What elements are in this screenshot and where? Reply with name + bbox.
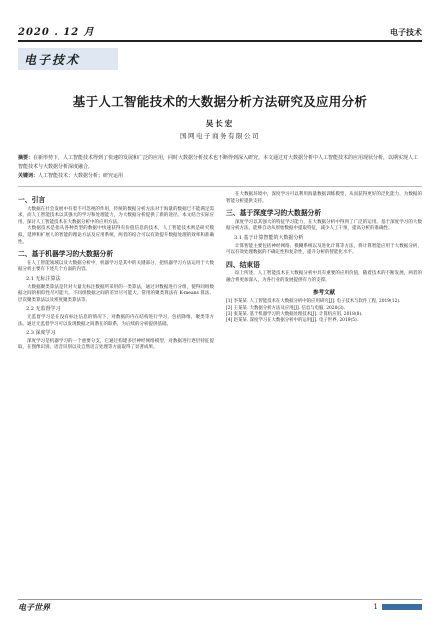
issue-date: 2020 . 12 月: [18, 27, 95, 38]
paragraph: 无监督学习是在没有标注信息的情况下，对数据的内在结构进行学习，包括降维、聚类等方法。通过无监督学习可以发现数据之间潜在的联系，为后续的分析提供基础。: [18, 314, 214, 327]
right-column: [226, 192, 422, 325]
column-label-box: [18, 48, 118, 70]
column-name: 电子技术: [390, 27, 422, 37]
paragraph: 在大数据环境中，深度学习可以利用海量数据训练模型，从而获得更好的泛化能力，为数据的智能分析提供支持。: [226, 192, 422, 204]
reference-item: [3] 张某某. 基于机器学习的大数据处理技术[J]. 计算机应用, 2018(8).: [226, 311, 363, 317]
subsection-heading: 2.1 无标注算法: [26, 275, 61, 282]
author-affiliation: 国网电子商务有限公司: [180, 132, 260, 140]
page-number: 1: [373, 603, 378, 611]
subsection-heading: 3.1 基于计算智能的大数据分析: [234, 234, 304, 241]
abstract-text: 在新形势下，人工智能技术得到了快速的发展和广泛的应用，同时大数据分析技术也不断得到深入研究。本文通过对大数据分析中人工智能技术的应用现状分析，以期实现人工智能技术与大数据分析深度融合。: [18, 155, 419, 170]
section-heading: 四、结束语: [226, 260, 260, 269]
article-title: 基于人工智能技术的大数据分析方法研究及应用分析: [72, 94, 368, 109]
footer-accent-bar: [382, 604, 422, 610]
abstract-rule: [18, 186, 422, 187]
left-column: [18, 192, 214, 352]
author-name: 吴长宏: [205, 119, 235, 128]
abstract-label: 摘要：: [18, 155, 34, 161]
paragraph: 大数据在社会发展中有着不可忽视的作用，传统的数据分析方法对于海量的数据已不能满足需求，而人工智能技术以其强大的学习和处理能力，为大数据分析提供了新的途径。本文结合实际应用，探讨人工智能技术在大数据分析中的应用方法。: [18, 206, 214, 225]
header-rule: [18, 40, 422, 42]
page-header: [18, 22, 422, 38]
reference-item: [2] 王某某. 大数据分析方法及应用[J]. 信息与电脑, 2020(3).: [226, 305, 345, 311]
paragraph: 深度学习是机器学习的一个重要分支，它通过构建多层神经网络模型，对数据进行逐层特征提取，在图像识别、语音识别以及自然语言处理等方面取得了显著成果。: [18, 338, 214, 351]
references-title: 参考文献: [312, 289, 335, 296]
page-footer: [18, 600, 422, 614]
magazine-name: 电子世界: [18, 601, 50, 612]
section-heading: 一、引言: [18, 196, 46, 204]
footer-right: [374, 603, 422, 611]
section-heading: 三、基于深度学习的大数据分析: [226, 209, 322, 218]
paragraph: 深度学习以其强大的特征学习能力，在大数据分析中得到了广泛的运用。基于深度学习的大数据分析方法，能够自动从原始数据中提取特征，减少人工干预，提高分析的准确性。: [226, 219, 422, 232]
paragraph: 大数据技术是指从各种类型的数据中快速获得有价值信息的技术，人工智能技术则是研究模拟、延伸和扩展人的智能的理论方法及应用系统，两者的结合可以有效提升数据处理的效率和准确性。: [18, 226, 214, 245]
subsection-heading: 2.2 无监督学习: [26, 306, 61, 313]
reference-item: [1] 李某某. 人工智能技术在大数据分析中的应用研究[J]. 电子技术与软件工程, 2019(12).: [226, 299, 401, 305]
subsection-heading: 2.3 深度学习: [26, 330, 56, 337]
paragraph: 大数据聚类算法是针对大量无标注数据所采用的一类算法，通过对数据进行分组，使得同组数据之间的相似性尽可能大，不同组数据之间的差异尽可能大。常用的聚类算法有 K-means 算法、层次聚类算法以及密度聚类算法等。: [18, 284, 214, 303]
abstract: [18, 154, 422, 172]
keywords: [18, 172, 422, 181]
paragraph: 在人工智能领域以及大数据分析中，机器学习是其中的关键部分，把机器学习方法运用于大数据分析主要有下述几个方面的内容。: [18, 260, 214, 273]
column-label: 电子技术: [24, 52, 81, 67]
section-heading: 二、基于机器学习的大数据分析: [18, 250, 114, 259]
keywords-label: 关键词：: [18, 173, 39, 179]
paragraph: 计算智能主要包括神经网络、模糊系统以及进化计算等方法，将计算智能应用于大数据分析，可以有效处理数据的不确定性和复杂性，提升分析的智能化水平。: [226, 243, 422, 256]
keywords-text: 人工智能技术；大数据分析；研究运用: [38, 173, 124, 179]
reference-item: [4] 赵某某. 深度学习在大数据分析中的运用[J]. 电子世界, 2019(5).: [226, 318, 359, 324]
paragraph: 综上所述，人工智能技术在大数据分析中具有重要的应用价值，随着技术的不断发展，两者的融合将更加深入，为各行业的发展提供有力的支撑。: [226, 271, 422, 283]
